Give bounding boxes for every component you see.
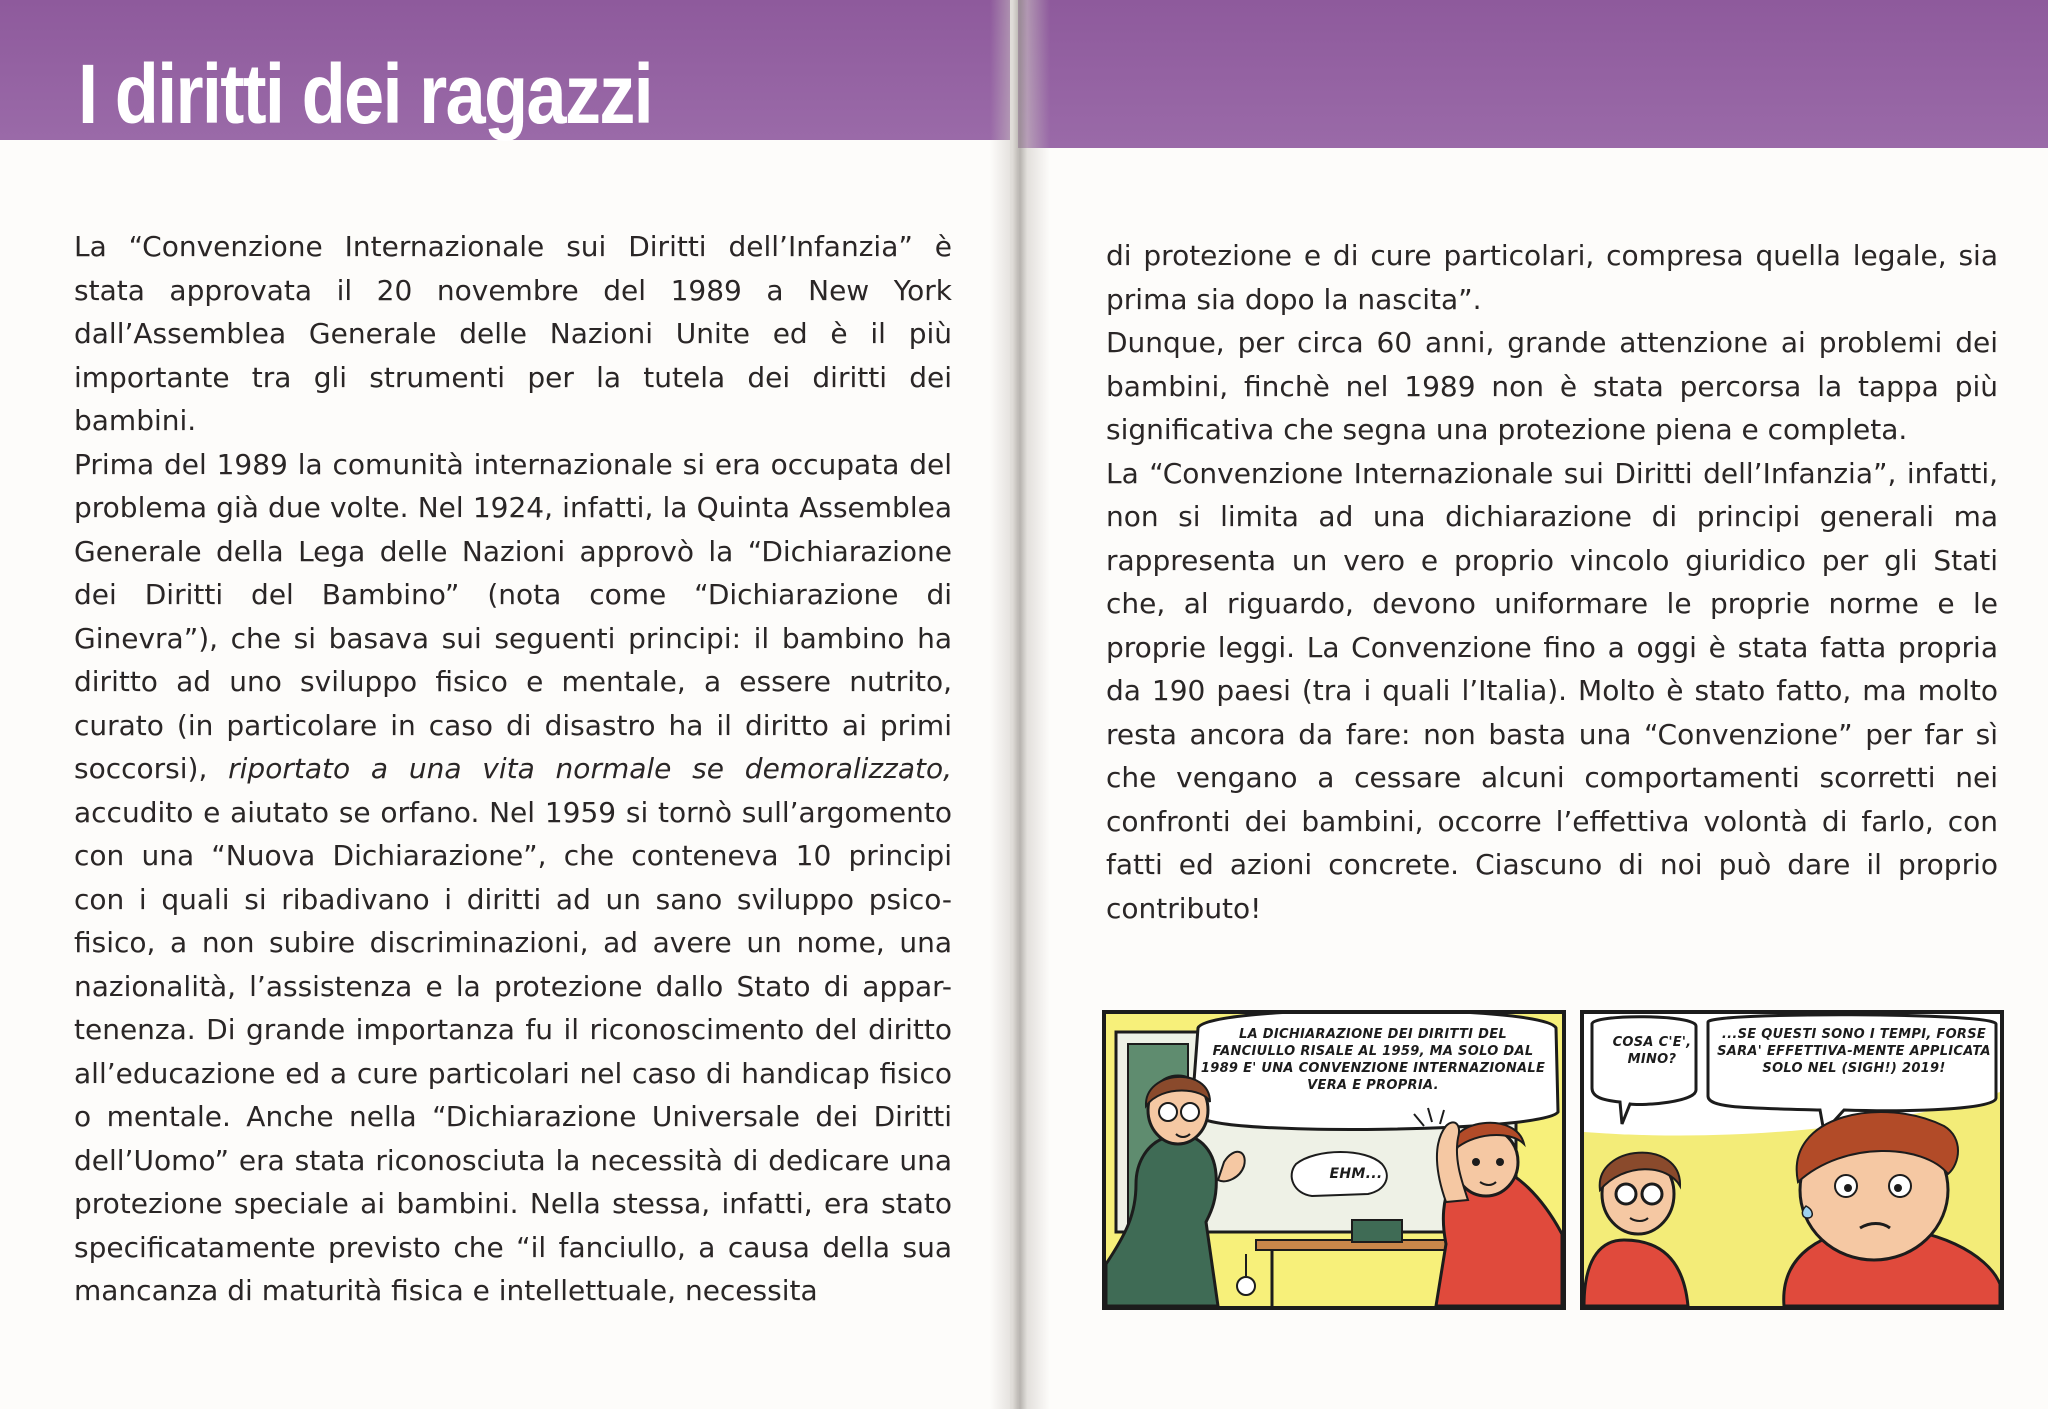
left-paragraph-2-italic: riportato a una vita normale se demoralizzato, [228,752,952,785]
teacher-speech-bubble: LA DICHIARAZIONE DEI DIRITTI DEL FANCIULLO RISALE AL 1959, MA SOLO DAL 1989 E' UNA CONVENZIONE INTERNAZIONALE VERA E PROPRIA. [1200,1027,1546,1093]
left-page [0,0,1010,1409]
left-paragraph-2-end: accudito e aiutato se orfano. Nel 1959 si tornò sull’argomento con una “Nuova Dichiarazione”, che conteneva 10 principi con i quali si ribadivano i diritti ad un sano sviluppo psico-fisico, a non subire discriminazioni, ad avere un nome, una nazionalità, l’assistenza e la protezione dallo Stato di appar-tenenza. Di grande importanza fu il riconoscimento del diritto all’educazione ed a cure particolari nel caso di handicap fisico o mentale. Anche nella “Dichiarazione Universale dei Diritti dell’Uomo” era stata riconosciuta la necessità di dedicare una protezione speciale ai bambini. Nella stessa, infatti, era stato specificatamente previsto che “il fanciullo, a causa della sua mancanza di maturità fisica e intellettuale, necessita [74,795,952,1307]
right-paragraph-2: Dunque, per circa 60 anni, grande attenzione ai problemi dei bambini, finchè nel 1989 non è stata percorsa la tappa più significativa che segna una protezione piena e completa. [1106,326,1998,446]
left-column-text [74,225,952,1313]
right-paragraph-3: La “Convenzione Internazionale sui Diritti dell’Infanzia”, infatti, non si limita ad una dichiarazione di principi generali ma rappresenta un vero e proprio vincolo giuridico per gli Stati che, al riguardo, devono uniformare le proprie norme e le proprie leggi. La Convenzione fino a oggi è stata fatta propria da 190 paesi (tra i quali l’Italia). Molto è stato fatto, ma molto resta ancora da fare: non basta una “Convenzione” per far sì che vengano a cessare alcuni comportamenti scorretti nei confronti dei bambini, occorre l’effettiva volontà di farlo, con fatti ed azioni concrete. Ciascuno di noi può dare il proprio contributo! [1106,456,1998,925]
girl-speech-bubble: COSA C'E', MINO? [1612,1035,1692,1067]
boy-speech-bubble: EHM... [1329,1166,1383,1182]
page-title: I diritti dei ragazzi [78,47,653,141]
left-paragraph-1: La “Convenzione Internazionale sui Diritti dell’Infanzia” è stata approvata il 20 novembre del 1989 a New York dall’Assemblea Generale delle Nazioni Unite ed è il più importante tra gli strumenti per la tutela dei diritti dei bambini. [74,230,952,437]
left-paragraph-2 [74,443,952,1313]
right-page [1018,0,2048,1409]
comic-panel-2 [1580,1010,2004,1310]
left-paragraph-2-start: Prima del 1989 la comunità internazionale si era occupata del problema già due volte. Nel 1924, infatti, la Quinta Assemblea Generale della Lega delle Nazioni approvò la “Dichiarazione dei Diritti del Bambino” (nota come “Dichiarazione di Ginevra”), che si basava sui seguenti principi: il bambino ha diritto ad uno sviluppo fisico e mentale, a essere nutrito, curato (in particolare in caso di disastro ha il diritto ai primi soccorsi), [74,447,952,785]
comic-panel-1 [1102,1010,1566,1310]
page-gutter [990,0,1050,1409]
header-band-right [1018,0,2048,148]
right-paragraph-1: di protezione e di cure particolari, compresa quella legale, sia prima sia dopo la nascita”. [1106,239,1998,316]
boy-thought-bubble: ...SE QUESTI SONO I TEMPI, FORSE SARA' EFFETTIVA-MENTE APPLICATA SOLO NEL (SIGH!) 2019! [1717,1027,1991,1076]
right-column-text [1106,234,1998,930]
